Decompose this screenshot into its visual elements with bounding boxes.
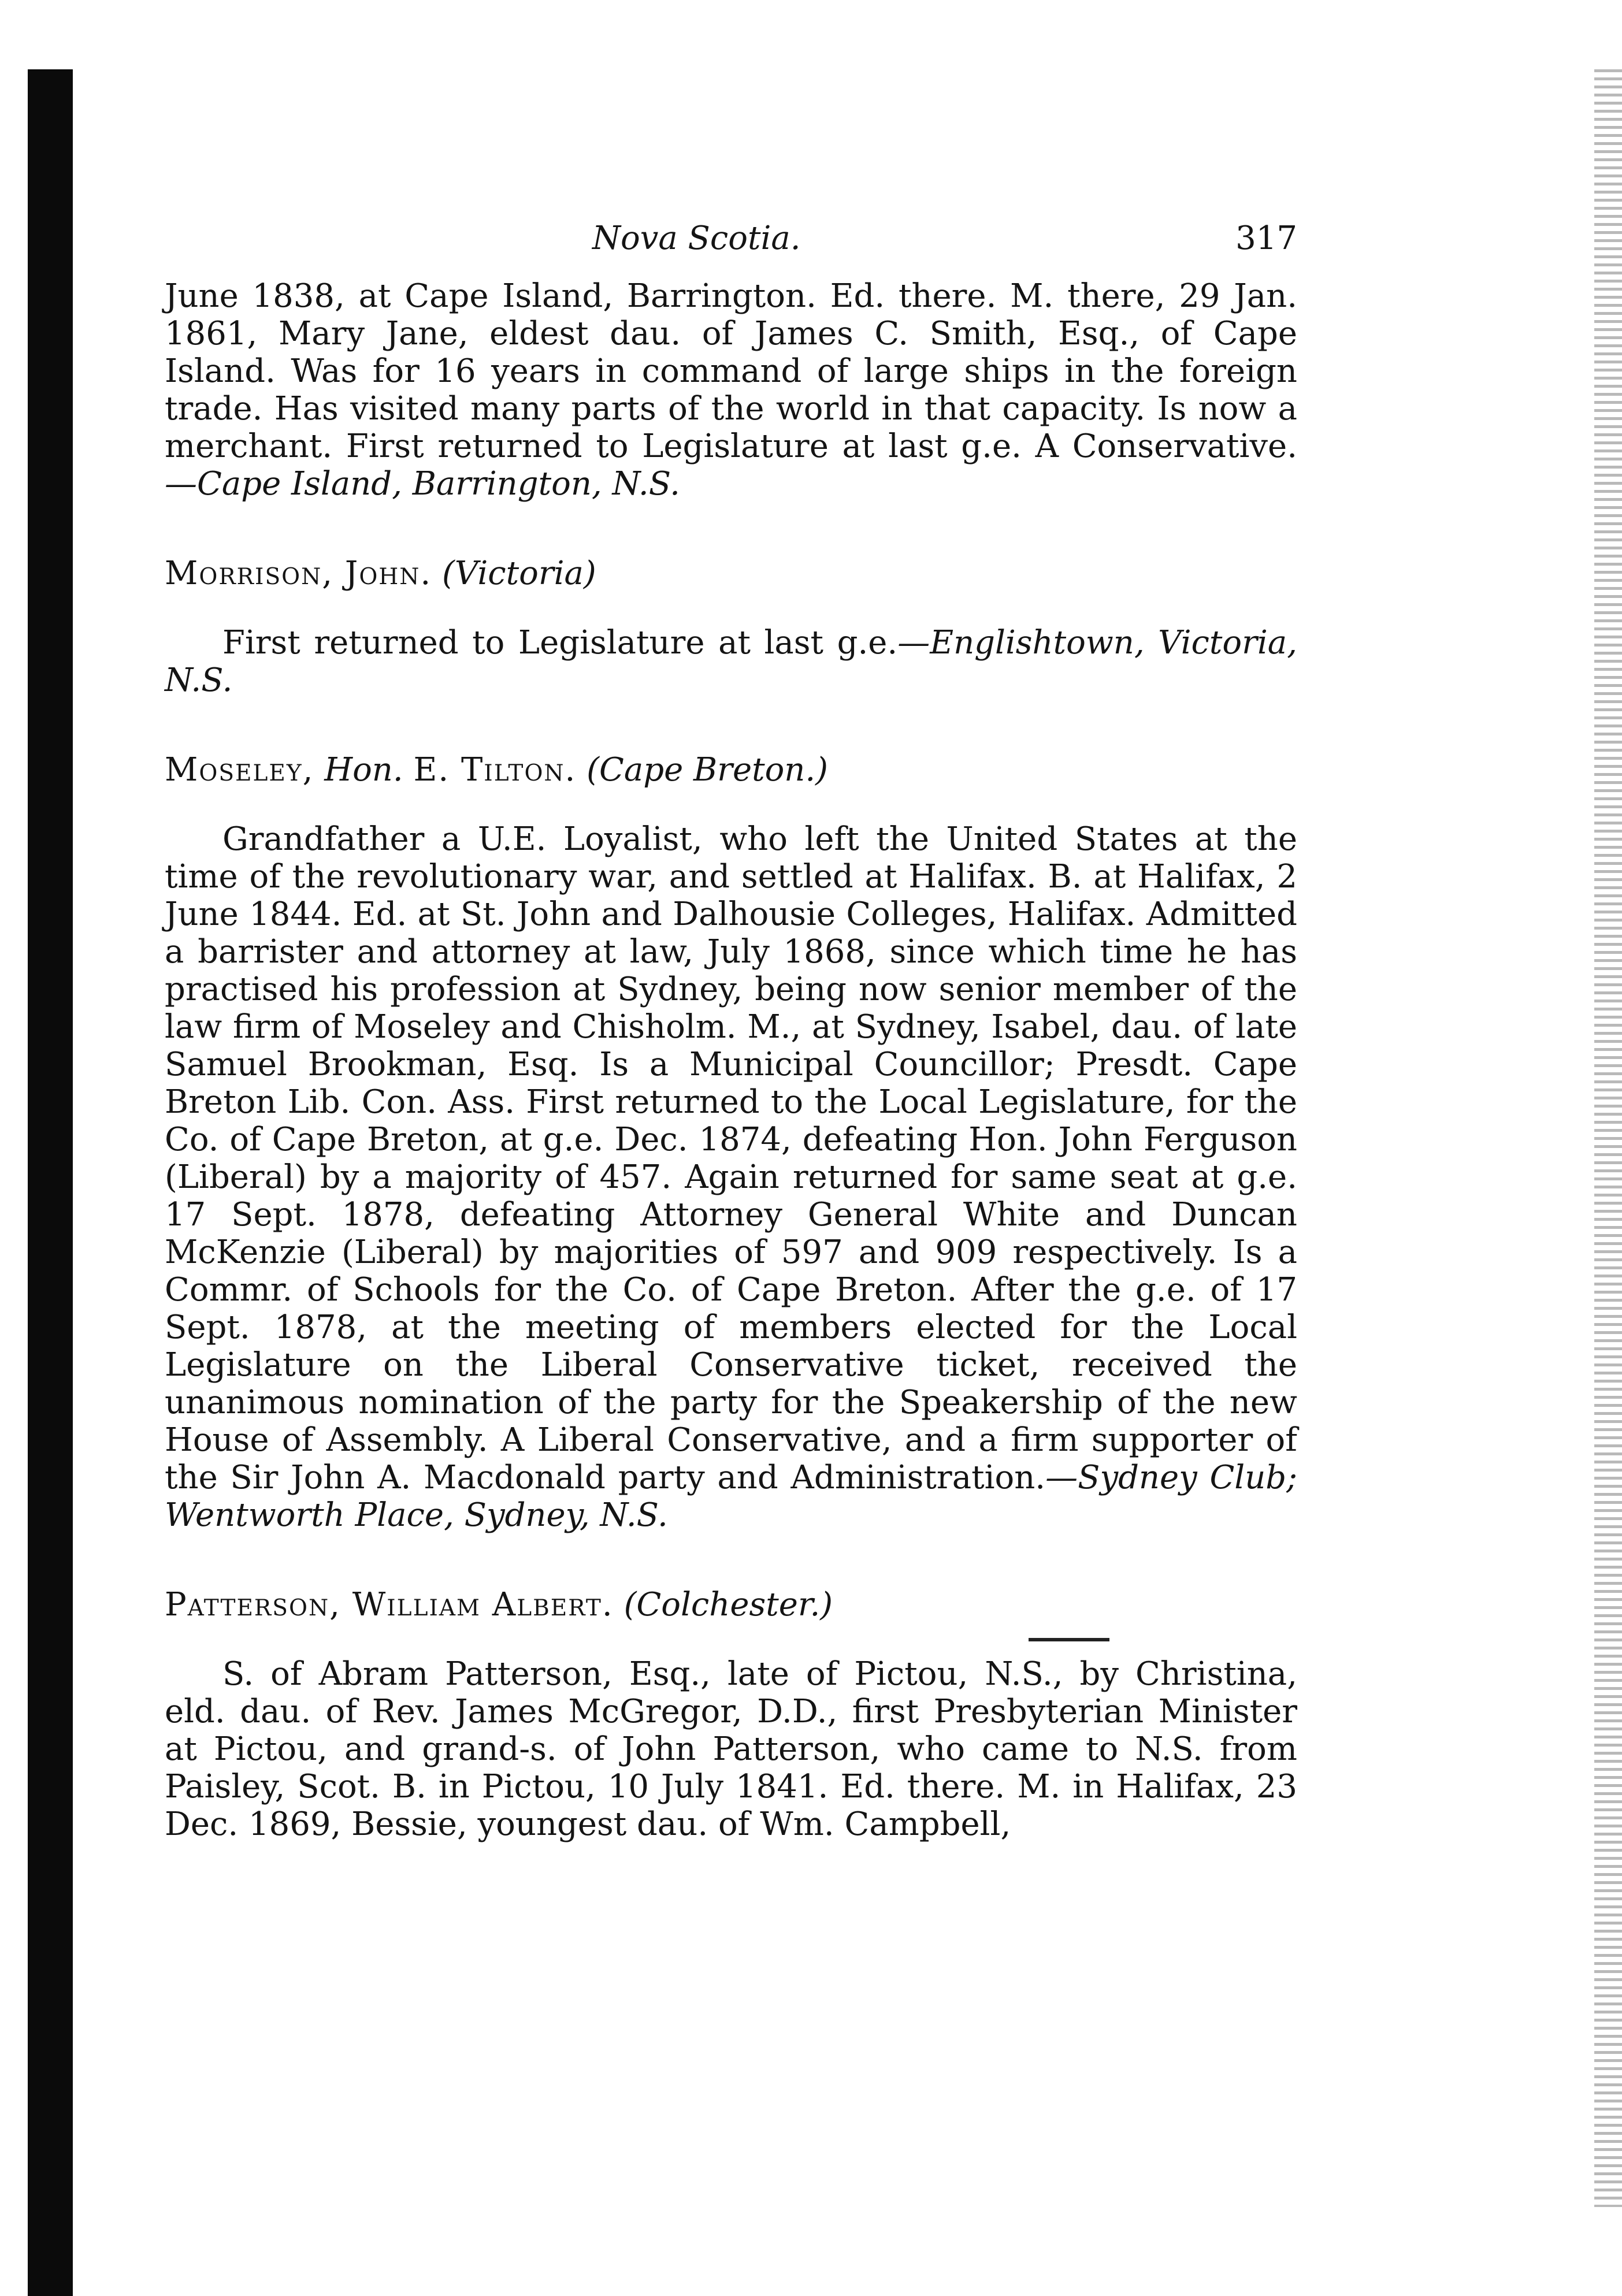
entry-text: June 1838, at Cape Island, Barrington. Ed. there. M. there, 29 Jan. 1861, Mary Jane, eldest dau. of James C. Smith, Esq., of Cape Island. Was for 16 years in command of large ships in the foreign trade. Has visited many parts of the world in that capacity. Is now a merchant. First returned to Legislature at last g.e. A Conservative. xyxy=(165,277,1297,465)
member-given-name: E. Tilton. xyxy=(413,751,577,789)
member-title: Hon. xyxy=(324,751,403,789)
scan-page-edge xyxy=(1594,69,1622,2207)
running-title: Nova Scotia. xyxy=(592,220,801,257)
continued-entry xyxy=(165,277,1297,503)
constituency: (Victoria) xyxy=(442,555,596,592)
entry-body-moseley xyxy=(165,820,1297,1534)
entry-address: —Sydney Club; Wentworth Place, Sydney, N.S. xyxy=(165,1459,1297,1534)
constituency: (Cape Breton.) xyxy=(587,751,829,789)
scan-binding-shadow xyxy=(28,69,73,2296)
member-surname: Moseley, xyxy=(165,751,314,789)
page-number: 317 xyxy=(1235,220,1297,257)
member-name: Patterson, William Albert. xyxy=(165,1586,614,1623)
constituency: (Colchester.) xyxy=(623,1586,833,1623)
entry-address: —Englishtown, Victoria, N.S. xyxy=(165,624,1297,699)
pen-mark xyxy=(1029,1638,1109,1641)
book-page xyxy=(165,220,1297,1843)
entry-body-morrison xyxy=(165,624,1297,699)
entry-body-patterson xyxy=(165,1655,1297,1843)
entry-text: Grandfather a U.E. Loyalist, who left the United States at the time of the revolutionary war, and settled at Halifax. B. at Halifax, 2 June 1844. Ed. at St. John and Dalhousie Colleges, Halifax. Admitted a barrister and attorney at law, July 1868, since which time he has practised his profession at Sydney, being now senior member of the law firm of Moseley and Chisholm. M., at Sydney, Isabel, dau. of late Samuel Brookman, Esq. Is a Municipal Councillor; Presdt. Cape Breton Lib. Con. Ass. First returned to the Local Legislature, for the Co. of Cape Breton, at g.e. Dec. 1874, defeating Hon. John Ferguson (Liberal) by a majority of 457. Again returned for same seat at g.e. 17 Sept. 1878, defeating Attorney General White and Duncan McKenzie (Liberal) by majorities of 597 and 909 respectively. Is a Commr. of Schools for the Co. of Cape Breton. After the g.e. of 17 Sept. 1878, at the meeting of members elected for the Local Legislature on the Liberal Conservative ticket, received the unanimous nomination of the party for the Speakership of the new House of Assembly. A Liberal Conservative, and a firm supporter of the Sir John A. Macdonald party and Administration. xyxy=(165,820,1297,1496)
entry-text: S. of Abram Patterson, Esq., late of Pictou, N.S., by Christina, eld. dau. of Rev. James McGregor, D.D., first Presbyterian Minister at Pictou, and grand-s. of John Patterson, who came to N.S. from Paisley, Scot. B. in Pictou, 10 July 1841. Ed. there. M. in Halifax, 23 Dec. 1869, Bessie, youngest dau. of Wm. Campbell, xyxy=(165,1655,1297,1843)
entry-text: First returned to Legislature at last g.e. xyxy=(222,624,898,662)
running-head xyxy=(165,220,1297,277)
entry-heading-patterson xyxy=(165,1586,1297,1623)
member-name: Morrison, John. xyxy=(165,555,432,592)
entry-address: —Cape Island, Barrington, N.S. xyxy=(165,465,680,503)
entry-heading-moseley xyxy=(165,751,1297,789)
entry-heading-morrison xyxy=(165,555,1297,592)
